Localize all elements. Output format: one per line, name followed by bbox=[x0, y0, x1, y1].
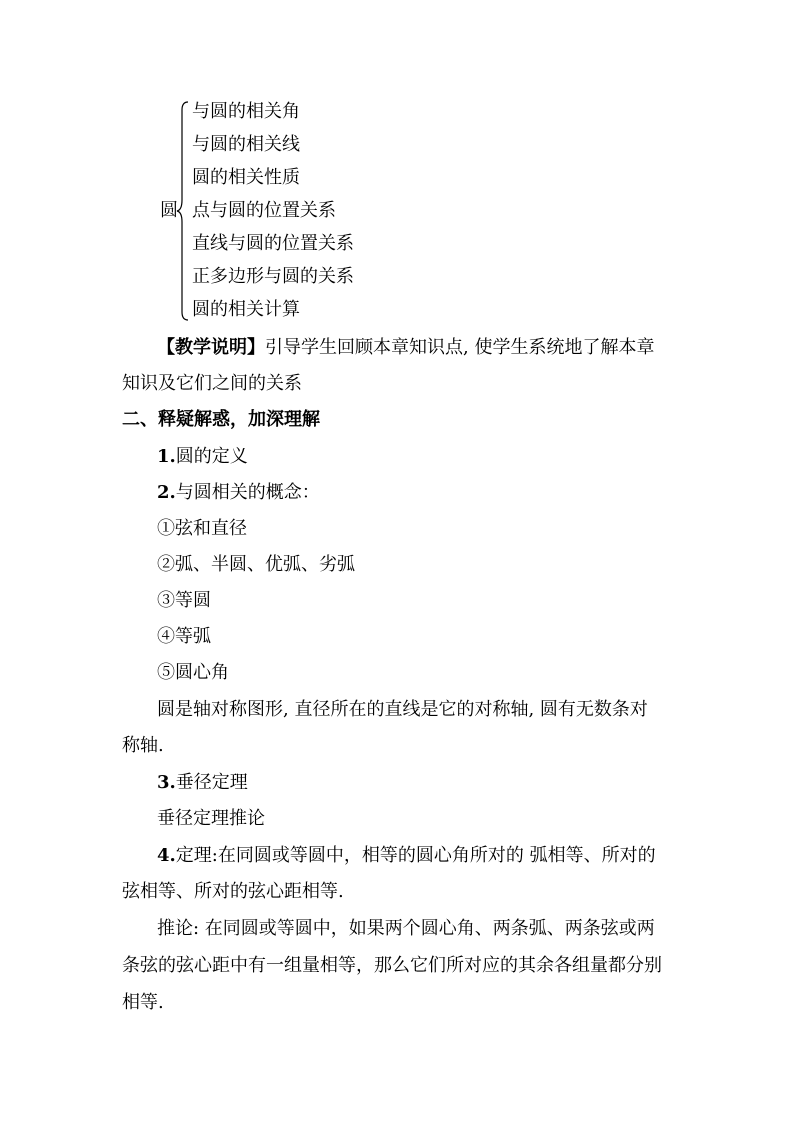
paragraph-2 bbox=[157, 482, 320, 504]
paragraph-1 bbox=[157, 446, 248, 468]
teaching-note-label: 【教学说明】 bbox=[157, 337, 265, 358]
paragraph-4-cont: 弦相等、所对的弦心距相等. bbox=[122, 881, 344, 902]
item-number: 1. bbox=[157, 446, 176, 467]
outline-root-label: 圆 bbox=[160, 200, 178, 221]
paragraph-text: 与圆相关的概念： bbox=[175, 482, 320, 503]
paragraph-text: 定理:在同圆或等圆中，相等的圆心角所对的 弧相等、所对的 bbox=[175, 845, 656, 866]
concept-item: ①弦和直径 bbox=[157, 518, 247, 539]
outline-item: 圆的相关性质 bbox=[192, 167, 300, 188]
section-heading: 二、释疑解惑，加深理解 bbox=[122, 409, 320, 430]
concept-item: ④等弧 bbox=[157, 626, 211, 647]
paragraph-text: 垂径定理 bbox=[175, 772, 248, 793]
symmetry-text: 称轴. bbox=[122, 735, 164, 756]
outline-item: 与圆的相关线 bbox=[192, 134, 300, 155]
corollary-text: 相等. bbox=[122, 992, 164, 1013]
teaching-note-text: 引导学生回顾本章知识点, 使学生系统地了解本章 bbox=[265, 337, 655, 358]
corollary-text: 条弦的弦心距中有一组量相等，那么它们所对应的其余各组量都分别 bbox=[122, 955, 662, 976]
outline-item: 圆的相关计算 bbox=[192, 299, 300, 320]
teaching-note-line: 知识及它们之间的关系 bbox=[122, 373, 302, 394]
paragraph-text: 圆的定义 bbox=[175, 446, 248, 467]
concept-item: ⑤圆心角 bbox=[157, 662, 229, 683]
curly-brace-icon bbox=[176, 100, 190, 322]
concept-item: ②弧、半圆、优弧、劣弧 bbox=[157, 554, 355, 575]
symmetry-text: 圆是轴对称图形, 直径所在的直线是它的对称轴, 圆有无数条对 bbox=[157, 699, 648, 720]
corollary-text: 推论: 在同圆或等圆中，如果两个圆心角、两条弧、两条弦或两 bbox=[157, 918, 655, 939]
paragraph-4 bbox=[157, 845, 656, 867]
item-number: 4. bbox=[157, 845, 176, 866]
paragraph-3-sub: 垂径定理推论 bbox=[157, 808, 265, 829]
outline-item: 与圆的相关角 bbox=[192, 101, 300, 122]
outline-item: 直线与圆的位置关系 bbox=[192, 233, 354, 254]
outline-item: 正多边形与圆的关系 bbox=[192, 266, 354, 287]
outline-item: 点与圆的位置关系 bbox=[192, 200, 336, 221]
concept-item: ③等圆 bbox=[157, 590, 211, 611]
item-number: 3. bbox=[157, 772, 176, 793]
teaching-note-line bbox=[157, 337, 654, 359]
paragraph-3 bbox=[157, 772, 248, 794]
item-number: 2. bbox=[157, 482, 176, 503]
